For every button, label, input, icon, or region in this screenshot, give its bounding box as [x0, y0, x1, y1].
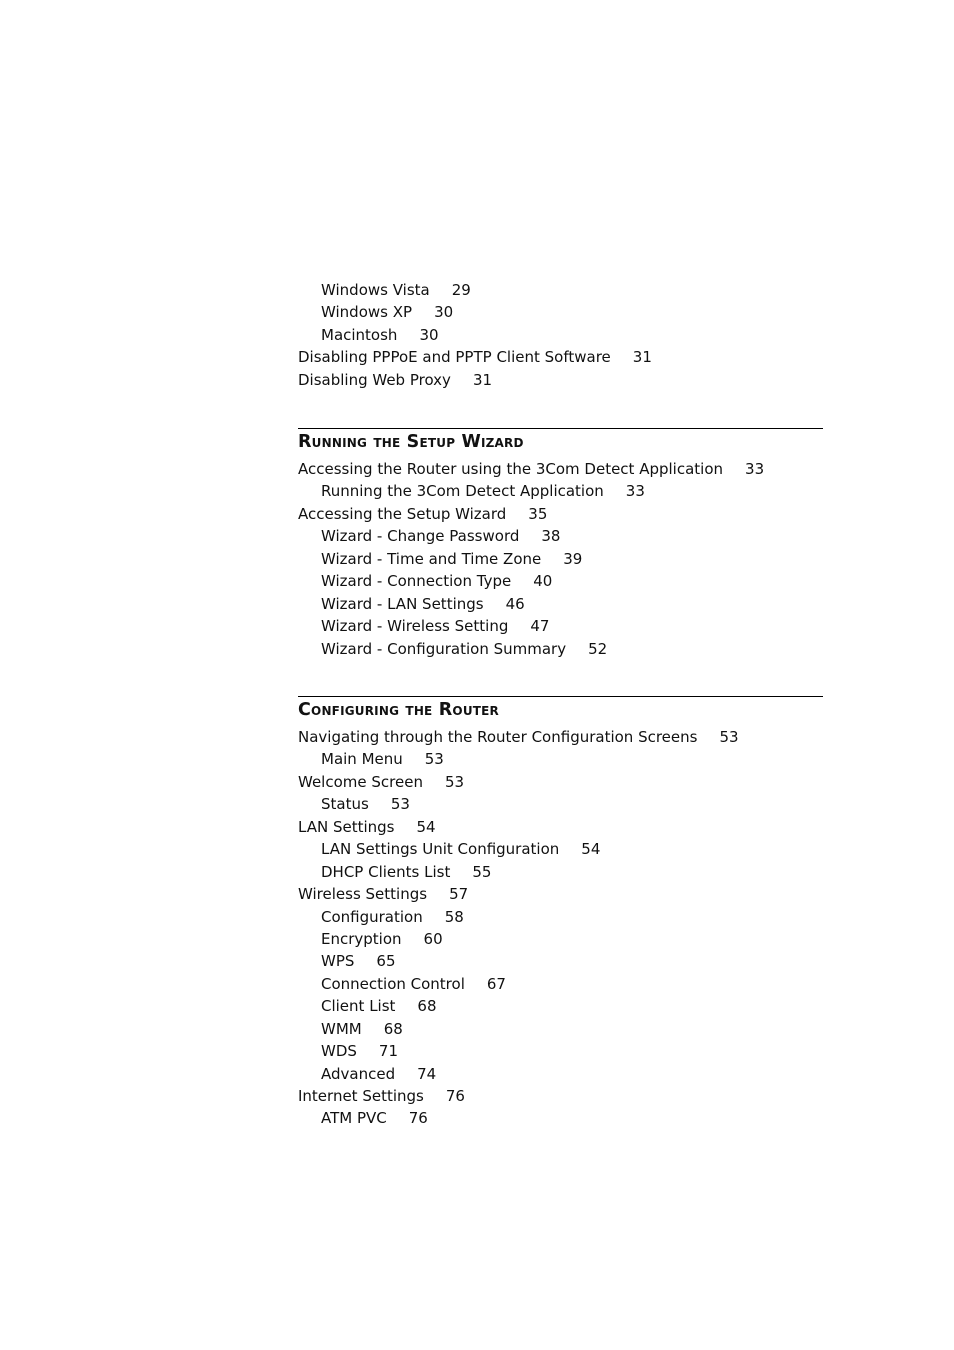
toc-entry-title: Navigating through the Router Configuration Screens: [298, 728, 698, 746]
toc-entry[interactable]: [298, 458, 823, 480]
toc-entry-title: WDS: [321, 1042, 357, 1061]
toc-entry[interactable]: [298, 615, 823, 637]
toc-entry[interactable]: [298, 1063, 823, 1085]
toc-entry-title: DHCP Clients List: [321, 862, 451, 881]
toc-entry-title: Wizard - Change Password: [321, 527, 520, 546]
toc-entry-page: 31: [632, 348, 652, 367]
toc-entry[interactable]: [298, 638, 823, 660]
toc-entry[interactable]: [298, 726, 823, 748]
toc-entry-title: Wizard - Time and Time Zone: [321, 549, 542, 568]
toc-entry[interactable]: [298, 1040, 823, 1062]
toc-entry[interactable]: [298, 883, 823, 905]
toc-entry[interactable]: [298, 301, 823, 323]
section-heading: Configuring the Router: [298, 696, 823, 726]
toc-entry-page: 53: [424, 750, 444, 769]
toc-entry-page: 54: [416, 817, 436, 836]
toc-entry-page: 71: [378, 1042, 398, 1061]
toc-entry-title: Welcome Screen: [298, 772, 423, 791]
toc-entry-page: 38: [541, 527, 561, 546]
toc-entry-page: 33: [745, 460, 765, 478]
toc-entry-title: Disabling Web Proxy: [298, 370, 451, 389]
toc-entry[interactable]: [298, 995, 823, 1017]
toc-entry-page: 52: [588, 639, 608, 658]
toc-entry-page: 46: [505, 594, 525, 613]
toc-entry[interactable]: [298, 480, 823, 502]
section-heading: Running the Setup Wizard: [298, 428, 823, 458]
toc-entry-page: 65: [376, 952, 396, 971]
toc-entry-title: Running the 3Com Detect Application: [321, 482, 604, 501]
toc-entry-page: 68: [383, 1019, 403, 1038]
toc-entry[interactable]: [298, 279, 823, 301]
toc-entry[interactable]: [298, 525, 823, 547]
toc-entry[interactable]: [298, 771, 823, 793]
toc-entry[interactable]: [298, 503, 823, 525]
toc-entry-title: WPS: [321, 952, 355, 971]
toc-entry-title: Main Menu: [321, 750, 403, 769]
toc-entry-title: Wizard - Configuration Summary: [321, 639, 567, 658]
toc-entry-page: 76: [445, 1087, 465, 1105]
toc-entry-title: Macintosh: [321, 325, 398, 344]
toc-entry-page: 39: [563, 549, 583, 568]
toc-entry-title: Disabling PPPoE and PPTP Client Software: [298, 348, 611, 367]
toc-entry[interactable]: [298, 346, 823, 368]
toc-entry[interactable]: [298, 973, 823, 995]
toc-entry-title: ATM PVC: [321, 1109, 387, 1128]
toc-section-configuring-router: [298, 696, 823, 1130]
toc-entry-title: LAN Settings: [298, 817, 395, 836]
toc-entry-title: Accessing the Router using the 3Com Detect Application: [298, 460, 724, 478]
toc-entry[interactable]: [298, 838, 823, 860]
toc-entry[interactable]: [298, 593, 823, 615]
toc-entry-page: 58: [444, 907, 464, 926]
toc-entry-page: 31: [472, 370, 493, 389]
toc-entry-title: LAN Settings Unit Configuration: [321, 840, 560, 859]
toc-entry[interactable]: [298, 861, 823, 883]
toc-entry-title: Client List: [321, 997, 396, 1016]
toc-entry-page: 76: [408, 1109, 428, 1128]
toc-entry[interactable]: [298, 793, 823, 815]
toc-entry[interactable]: [298, 816, 823, 838]
toc-entry-page: 68: [417, 997, 437, 1016]
toc-entry[interactable]: [298, 324, 823, 346]
toc-entry-page: 67: [486, 974, 506, 993]
toc-entry-title: WMM: [321, 1019, 362, 1038]
toc-entry-title: Accessing the Setup Wizard: [298, 504, 507, 523]
toc-entry-page: 29: [451, 281, 471, 299]
toc-entry-page: 74: [417, 1064, 437, 1083]
toc-entry-title: Wizard - LAN Settings: [321, 594, 484, 613]
toc-entry-title: Windows XP: [321, 303, 413, 322]
toc-entry-page: 40: [533, 572, 553, 591]
toc-entry-page: 47: [530, 617, 550, 636]
toc-entry-page: 53: [444, 772, 465, 791]
toc-entry[interactable]: [298, 1107, 823, 1129]
toc-entry[interactable]: [298, 906, 823, 928]
toc-entry-page: 55: [472, 862, 492, 881]
toc-top-entries: [298, 279, 823, 391]
toc-entry[interactable]: [298, 928, 823, 950]
toc-entry-page: 60: [423, 929, 443, 948]
toc-entry-title: Connection Control: [321, 974, 465, 993]
toc-entry-page: 30: [434, 303, 454, 322]
toc-entry[interactable]: [298, 748, 823, 770]
toc-entry-page: 35: [528, 504, 548, 523]
toc-entry-page: 30: [419, 325, 439, 344]
toc-entry-title: Status: [321, 795, 369, 814]
toc-entry[interactable]: [298, 1085, 823, 1107]
toc-entry[interactable]: [298, 570, 823, 592]
toc-entry-page: 33: [625, 482, 645, 501]
toc-entry[interactable]: [298, 950, 823, 972]
toc-entry[interactable]: [298, 548, 823, 570]
toc-entry-page: 54: [581, 840, 601, 859]
toc-entry[interactable]: [298, 1018, 823, 1040]
toc-entry-page: 53: [390, 795, 410, 814]
toc-entry-page: 57: [449, 885, 469, 904]
toc-entry-title: Wizard - Wireless Setting: [321, 617, 509, 636]
toc-entry-title: Encryption: [321, 929, 402, 948]
toc-entry-title: Internet Settings: [298, 1087, 424, 1105]
toc-entry-title: Advanced: [321, 1064, 396, 1083]
toc-entry-title: Configuration: [321, 907, 423, 926]
toc-entry-title: Wireless Settings: [298, 885, 428, 904]
toc-entry[interactable]: [298, 369, 823, 391]
toc-entry-page: 53: [719, 728, 739, 746]
toc-entry-title: Windows Vista: [321, 281, 430, 299]
toc-section-setup-wizard: [298, 428, 823, 660]
toc-entry-title: Wizard - Connection Type: [321, 572, 512, 591]
